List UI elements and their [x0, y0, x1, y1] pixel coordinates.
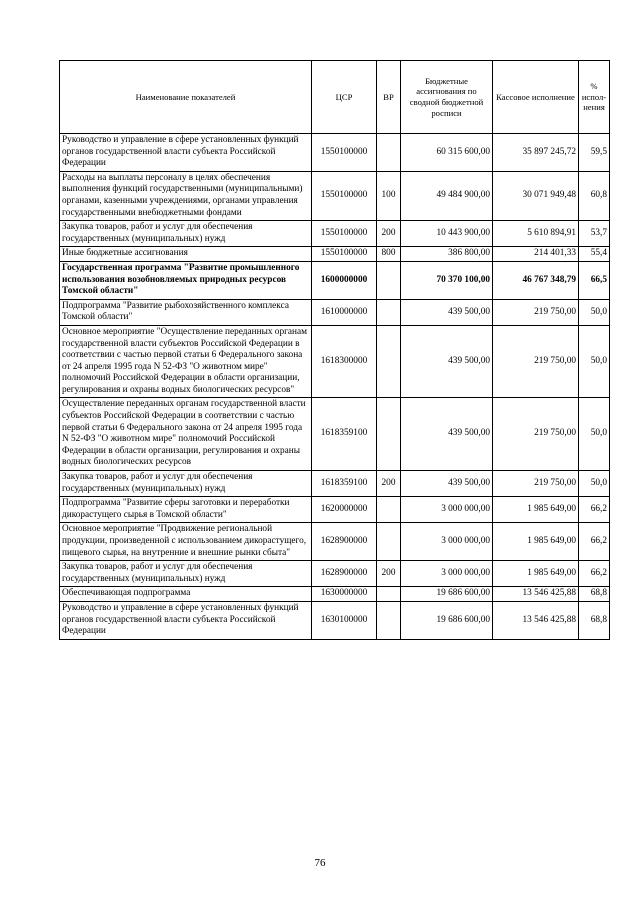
- header-cash: Кассовое исполнение: [493, 61, 579, 134]
- table-row: [60, 523, 610, 561]
- cell-cash: 35 897 245,72: [493, 134, 579, 172]
- table-row: [60, 134, 610, 172]
- cell-percent: 50,0: [579, 398, 610, 471]
- cell-vr: 200: [377, 221, 401, 247]
- header-csr: ЦСР: [312, 61, 377, 134]
- cell-budget: 19 686 600,00: [401, 601, 493, 639]
- cell-name: Обеспечивающая подпрограмма: [60, 587, 312, 602]
- header-percent: % испол-нения: [579, 61, 610, 134]
- cell-csr: 1618300000: [312, 325, 377, 398]
- cell-vr: [377, 134, 401, 172]
- cell-csr: 1610000000: [312, 299, 377, 325]
- cell-name: Основное мероприятие "Осуществление переданных органам государственной власти субъектов Российской Федерации в соответствии с частью первой статьи 6 Федерального закона от 24 апреля 1995 года N 52-ФЗ "О животном мире" полномочий Российской Федерации в области организации, регулирования и охраны водных биологических ресурсов": [60, 325, 312, 398]
- cell-cash: 1 985 649,00: [493, 497, 579, 523]
- cell-budget: 3 000 000,00: [401, 561, 493, 587]
- cell-percent: 59,5: [579, 134, 610, 172]
- cell-budget: 3 000 000,00: [401, 497, 493, 523]
- cell-budget: 60 315 600,00: [401, 134, 493, 172]
- cell-budget: 70 370 100,00: [401, 261, 493, 299]
- cell-name: Подпрограмма "Развитие сферы заготовки и переработки дикорастущего сырья в Томской области": [60, 497, 312, 523]
- cell-csr: 1550100000: [312, 221, 377, 247]
- cell-percent: 66,2: [579, 497, 610, 523]
- cell-name: Расходы на выплаты персоналу в целях обеспечения выполнения функций государственными (муниципальными) органами, казенными учреждениями, органами управления государственными внебюджетными фондами: [60, 171, 312, 220]
- cell-csr: 1628900000: [312, 523, 377, 561]
- cell-percent: 55,4: [579, 247, 610, 262]
- table-row: [60, 471, 610, 497]
- cell-vr: 200: [377, 471, 401, 497]
- table-row: [60, 261, 610, 299]
- cell-csr: 1630100000: [312, 601, 377, 639]
- cell-budget: 439 500,00: [401, 471, 493, 497]
- header-vr: ВР: [377, 61, 401, 134]
- header-budget: Бюджетные ассигнования по сводной бюджетной росписи: [401, 61, 493, 134]
- cell-budget: 439 500,00: [401, 325, 493, 398]
- cell-vr: [377, 523, 401, 561]
- cell-cash: 13 546 425,88: [493, 587, 579, 602]
- cell-vr: 100: [377, 171, 401, 220]
- cell-vr: 800: [377, 247, 401, 262]
- cell-csr: 1550100000: [312, 247, 377, 262]
- cell-cash: 13 546 425,88: [493, 601, 579, 639]
- cell-name: Подпрограмма "Развитие рыбохозяйственного комплекса Томской области": [60, 299, 312, 325]
- cell-name: Основное мероприятие "Продвижение региональной продукции, произведенной с использованием дикорастущего, пищевого сырья, на внутренние и внешние рынки сбыта": [60, 523, 312, 561]
- cell-name: Осуществление переданных органам государственной власти субъектов Российской Федерации в соответствии с частью первой статьи 6 Федерального закона от 24 апреля 1995 года N 52-ФЗ "О животном мире" полномочий Российской Федерации в области организации, регулирования и охраны водных биологических ресурсов: [60, 398, 312, 471]
- cell-vr: 200: [377, 561, 401, 587]
- cell-budget: 49 484 900,00: [401, 171, 493, 220]
- cell-percent: 53,7: [579, 221, 610, 247]
- table-row: [60, 561, 610, 587]
- cell-name: Иные бюджетные ассигнования: [60, 247, 312, 262]
- cell-name: Руководство и управление в сфере установленных функций органов государственной власти субъекта Российской Федерации: [60, 601, 312, 639]
- cell-csr: 1630000000: [312, 587, 377, 602]
- cell-budget: 10 443 900,00: [401, 221, 493, 247]
- cell-csr: 1550100000: [312, 134, 377, 172]
- table-row: [60, 221, 610, 247]
- cell-percent: 66,5: [579, 261, 610, 299]
- cell-cash: 1 985 649,00: [493, 523, 579, 561]
- cell-csr: 1600000000: [312, 261, 377, 299]
- table-row: [60, 299, 610, 325]
- table-header-row: [60, 61, 610, 134]
- cell-budget: 3 000 000,00: [401, 523, 493, 561]
- cell-csr: 1620000000: [312, 497, 377, 523]
- cell-name: Руководство и управление в сфере установленных функций органов государственной власти субъекта Российской Федерации: [60, 134, 312, 172]
- cell-cash: 219 750,00: [493, 398, 579, 471]
- cell-name: Закупка товаров, работ и услуг для обеспечения государственных (муниципальных) нужд: [60, 221, 312, 247]
- cell-vr: [377, 601, 401, 639]
- cell-percent: 68,8: [579, 587, 610, 602]
- table-row: [60, 398, 610, 471]
- cell-percent: 66,2: [579, 523, 610, 561]
- table-row: [60, 601, 610, 639]
- cell-name: Государственная программа "Развитие промышленного использования возобновляемых природных ресурсов Томской области": [60, 261, 312, 299]
- cell-percent: 50,0: [579, 471, 610, 497]
- cell-cash: 5 610 894,91: [493, 221, 579, 247]
- cell-percent: 60,8: [579, 171, 610, 220]
- cell-name: Закупка товаров, работ и услуг для обеспечения государственных (муниципальных) нужд: [60, 471, 312, 497]
- cell-cash: 1 985 649,00: [493, 561, 579, 587]
- cell-vr: [377, 398, 401, 471]
- table-row: [60, 587, 610, 602]
- table-row: [60, 171, 610, 220]
- cell-vr: [377, 497, 401, 523]
- cell-budget: 439 500,00: [401, 299, 493, 325]
- cell-csr: 1618359100: [312, 398, 377, 471]
- cell-percent: 50,0: [579, 299, 610, 325]
- cell-cash: 46 767 348,79: [493, 261, 579, 299]
- cell-csr: 1618359100: [312, 471, 377, 497]
- cell-csr: 1550100000: [312, 171, 377, 220]
- cell-csr: 1628900000: [312, 561, 377, 587]
- cell-budget: 439 500,00: [401, 398, 493, 471]
- cell-percent: 50,0: [579, 325, 610, 398]
- header-name: Наименование показателей: [60, 61, 312, 134]
- cell-vr: [377, 325, 401, 398]
- cell-name: Закупка товаров, работ и услуг для обеспечения государственных (муниципальных) нужд: [60, 561, 312, 587]
- budget-execution-table: [59, 60, 610, 640]
- table-row: [60, 497, 610, 523]
- cell-percent: 66,2: [579, 561, 610, 587]
- cell-vr: [377, 587, 401, 602]
- cell-cash: 30 071 949,48: [493, 171, 579, 220]
- cell-cash: 219 750,00: [493, 299, 579, 325]
- cell-cash: 219 750,00: [493, 325, 579, 398]
- page-number: 76: [314, 857, 326, 869]
- cell-budget: 386 800,00: [401, 247, 493, 262]
- table-body: [60, 134, 610, 640]
- cell-cash: 219 750,00: [493, 471, 579, 497]
- table-row: [60, 247, 610, 262]
- cell-percent: 68,8: [579, 601, 610, 639]
- cell-budget: 19 686 600,00: [401, 587, 493, 602]
- table-row: [60, 325, 610, 398]
- cell-vr: [377, 299, 401, 325]
- cell-cash: 214 401,33: [493, 247, 579, 262]
- cell-vr: [377, 261, 401, 299]
